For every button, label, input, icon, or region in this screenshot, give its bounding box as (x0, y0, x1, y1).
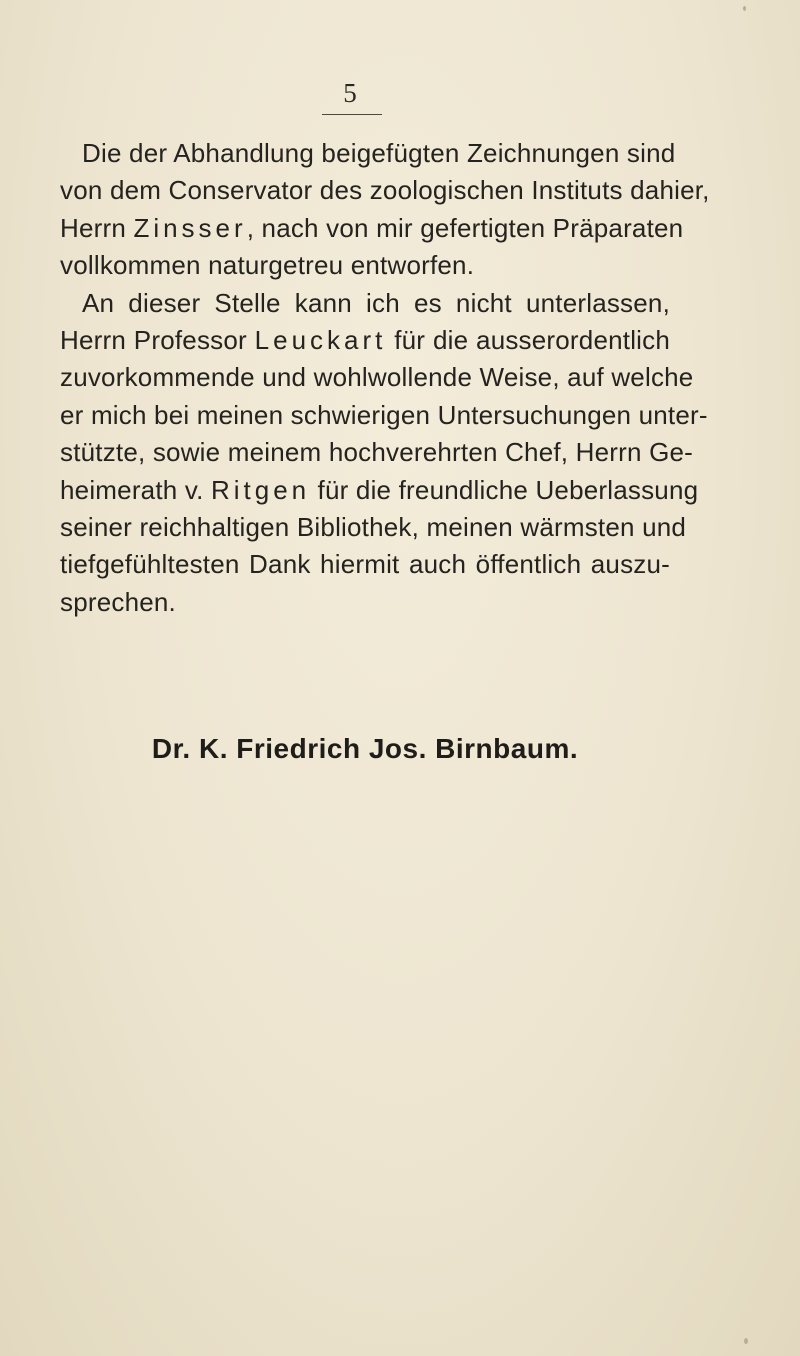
text-run: stützte, sowie meinem hochverehrten Chef, Herrn Ge- (60, 437, 694, 468)
text-line (60, 359, 694, 396)
text-run: seiner reichhaltigen Bibliothek, meinen wärmsten und (60, 512, 687, 543)
text-line (60, 434, 694, 471)
text-run: Herrn (60, 212, 134, 243)
text-line (60, 322, 670, 359)
text-run: für die freundliche Ueberlassung (310, 474, 699, 505)
text-line (60, 509, 687, 546)
text-line (60, 472, 699, 509)
text-line (60, 210, 684, 247)
spaced-name: Leuckart (254, 325, 387, 356)
text-line (60, 546, 670, 583)
paper-speck (744, 1338, 748, 1344)
text-run: , nach von mir gefertigten Präparaten (246, 212, 684, 243)
text-run: vollkommen naturgetreu entworfen. (60, 250, 475, 281)
text-run: zuvorkommende und wohlwollende Weise, auf welche (60, 362, 694, 393)
spaced-name: Ritgen (210, 474, 311, 505)
text-run: tiefgefühltesten Dank hiermit auch öffentlich auszu- (60, 549, 670, 580)
text-line (60, 397, 708, 434)
text-run: für die ausserordentlich (386, 325, 671, 356)
page-number-rule (322, 114, 382, 115)
text-run: sprechen. (60, 586, 176, 617)
body-text (60, 135, 710, 621)
text-run: heimerath v. (60, 474, 211, 505)
author-signature: Dr. K. Friedrich Jos. Birnbaum. (151, 733, 579, 764)
spaced-name: Zinsser (133, 212, 247, 243)
text-line (60, 247, 670, 284)
text-line (60, 584, 670, 621)
text-line (60, 285, 670, 322)
text-run: An dieser Stelle kann ich es nicht unterlassen, (82, 287, 670, 318)
page-number: 5 (343, 78, 357, 108)
text-run: Die der Abhandlung beigefügten Zeichnungen sind (82, 138, 676, 168)
paper-speck (743, 6, 746, 11)
text-run: er mich bei meinen schwierigen Untersuchungen unter- (60, 399, 708, 430)
text-run: von dem Conservator des zoologischen Instituts dahier, (60, 175, 710, 206)
text-line (60, 172, 710, 209)
text-line (60, 135, 676, 172)
text-run: Herrn Professor (60, 325, 255, 356)
